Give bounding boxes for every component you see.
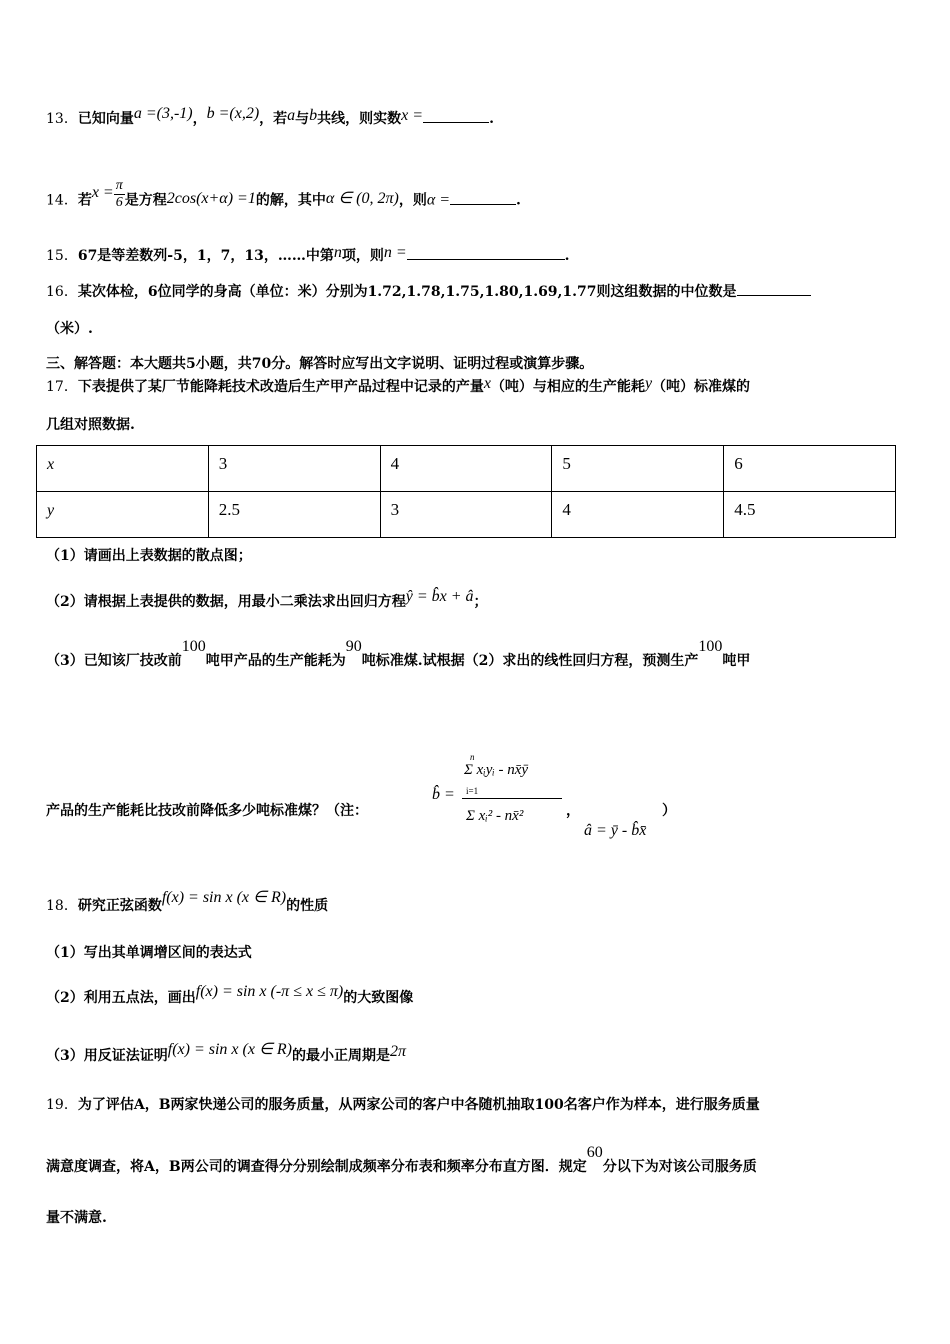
denominator: 6 bbox=[115, 195, 123, 210]
question-text: 是方程 bbox=[124, 192, 167, 209]
answer-blank bbox=[423, 122, 489, 123]
question-number: 16． bbox=[46, 284, 78, 300]
var-x-eq: x = bbox=[91, 183, 114, 201]
question-text: 的性质 bbox=[286, 898, 329, 914]
table-cell: 3 bbox=[208, 446, 380, 492]
var-n: n bbox=[333, 244, 342, 261]
period: . bbox=[489, 111, 494, 127]
question-17-cont: 几组对照数据. bbox=[46, 417, 135, 433]
a-hat-formula: â = ȳ - b̂x̄ bbox=[584, 822, 647, 839]
question-17-part-1: （1）请画出上表数据的散点图； bbox=[46, 548, 252, 564]
question-text: 满意度调查，将A，B两公司的调查得分分别绘制成频率分布表和频率分布直方图．规定 bbox=[46, 1159, 587, 1175]
question-text: ，若 bbox=[259, 111, 288, 127]
var-alpha-eq: α = bbox=[426, 191, 451, 209]
question-number: 13． bbox=[46, 111, 78, 127]
fraction-bar bbox=[462, 798, 562, 799]
fraction-numerator: Σ xᵢyᵢ - nx̄ȳ bbox=[464, 762, 529, 778]
question-number: 19． bbox=[46, 1097, 78, 1113]
question-text: （2）利用五点法，画出 bbox=[46, 990, 196, 1006]
var-a: a bbox=[287, 107, 296, 124]
table-cell: 4 bbox=[552, 492, 724, 538]
table-cell: 4.5 bbox=[724, 492, 896, 538]
numerator: π bbox=[115, 178, 123, 193]
question-text: 的大致图像 bbox=[343, 990, 414, 1006]
question-text: （3）用反证法证明 bbox=[46, 1048, 168, 1064]
vector-b-formula: b =(x,2) bbox=[206, 105, 260, 122]
sum-upper-limit: n bbox=[470, 752, 475, 762]
question-text: 的最小正周期是 bbox=[292, 1048, 390, 1064]
regression-equation: ŷ = b̂x + â bbox=[405, 588, 474, 605]
close-paren: ） bbox=[662, 803, 676, 819]
question-text: 项，则 bbox=[341, 248, 384, 264]
question-text: 研究正弦函数 bbox=[77, 898, 162, 914]
question-text: 的解，其中 bbox=[255, 192, 326, 209]
var-x: x bbox=[483, 375, 491, 392]
question-17 bbox=[46, 376, 904, 396]
var-y: y bbox=[644, 375, 653, 392]
table-cell: 4 bbox=[380, 446, 552, 492]
pi-over-six-fraction bbox=[114, 178, 125, 211]
question-17-part-3 bbox=[46, 638, 904, 670]
table-row bbox=[37, 446, 896, 492]
question-17-part-2 bbox=[46, 588, 904, 611]
question-text: ； bbox=[473, 594, 488, 610]
question-text: 吨标准煤.试根据（2）求出的线性回归方程，预测生产 bbox=[361, 653, 699, 669]
table-cell: 5 bbox=[552, 446, 724, 492]
question-text: 为了评估A，B两家快递公司的服务质量，从两家公司的客户中各随机抽取100名客户作为样本，进行服务质量 bbox=[77, 1097, 760, 1113]
var-n-eq: n = bbox=[383, 244, 407, 261]
number-60: 60 bbox=[586, 1144, 603, 1161]
number-90: 90 bbox=[345, 638, 362, 655]
question-text: 67是等差数列-5，1，7，13，……中第 bbox=[77, 248, 334, 264]
question-text: （吨）与相应的生产能耗 bbox=[490, 379, 645, 395]
question-number: 18． bbox=[46, 898, 78, 914]
question-text: 若 bbox=[77, 192, 92, 209]
b-hat-label: b̂ = bbox=[432, 786, 455, 803]
table-cell: 6 bbox=[724, 446, 896, 492]
table-cell: 2.5 bbox=[208, 492, 380, 538]
question-text: 产品的生产能耗比技改前降低多少吨标准煤？（注： bbox=[46, 803, 368, 819]
question-19 bbox=[46, 1094, 904, 1114]
function-formula: f(x) = sin x (x ∈ R) bbox=[161, 889, 287, 906]
fraction-denominator: Σ xᵢ² - nx̄² bbox=[466, 808, 524, 824]
question-text: 分以下为对该公司服务质 bbox=[602, 1159, 757, 1175]
function-formula: f(x) = sin x (x ∈ R) bbox=[167, 1041, 292, 1058]
number-100: 100 bbox=[698, 638, 723, 655]
answer-blank bbox=[737, 295, 811, 296]
question-number: 15． bbox=[46, 248, 78, 264]
question-text: 下表提供了某厂节能降耗技术改造后生产甲产品过程中记录的产量 bbox=[77, 379, 484, 395]
question-text: 与 bbox=[295, 111, 310, 127]
data-table bbox=[36, 445, 896, 538]
question-19-cont-2: 量不满意. bbox=[46, 1210, 107, 1226]
question-number: 14． bbox=[46, 192, 78, 209]
equation-formula: 2cos(x+α) =1 bbox=[166, 189, 256, 207]
var-b: b bbox=[309, 107, 318, 124]
question-19-cont bbox=[46, 1144, 904, 1176]
answer-blank bbox=[407, 259, 565, 260]
question-text: （3）已知该厂技改前 bbox=[46, 653, 182, 669]
cell-text: y bbox=[47, 502, 55, 519]
question-text: 吨甲 bbox=[722, 653, 751, 669]
question-14 bbox=[46, 178, 904, 217]
question-text: ，则 bbox=[398, 192, 427, 209]
question-18 bbox=[46, 889, 904, 915]
question-text: 吨甲产品的生产能耗为 bbox=[205, 653, 346, 669]
question-13 bbox=[46, 105, 904, 128]
question-18-part-1: （1）写出其单调增区间的表达式 bbox=[46, 945, 252, 961]
comma: ， bbox=[192, 111, 207, 127]
question-text: 某次体检，6位同学的身高（单位：米）分别为1.72,1.78,1.75,1.80,1.69,1.77则这组数据的中位数是 bbox=[77, 284, 737, 300]
period: . bbox=[516, 192, 521, 209]
table-row bbox=[37, 492, 896, 538]
question-16 bbox=[46, 281, 904, 301]
question-number: 17． bbox=[46, 379, 78, 395]
sum-lower-limit: i=1 bbox=[466, 786, 479, 796]
period-value: 2π bbox=[390, 1043, 407, 1060]
table-cell: 3 bbox=[380, 492, 552, 538]
function-formula: f(x) = sin x (-π ≤ x ≤ π) bbox=[195, 983, 344, 1000]
question-text: 已知向量 bbox=[77, 111, 134, 127]
table-cell bbox=[37, 492, 209, 538]
question-text: （2）请根据上表提供的数据，用最小二乘法求出回归方程 bbox=[46, 594, 406, 610]
table-cell bbox=[37, 446, 209, 492]
question-text: 共线，则实数 bbox=[317, 111, 402, 127]
number-100: 100 bbox=[181, 638, 206, 655]
comma: ， bbox=[566, 803, 580, 819]
question-16-cont: （米）. bbox=[46, 321, 93, 337]
vector-a-formula: a =(3,‑1) bbox=[133, 105, 193, 122]
section-heading: 三、解答题：本大题共5小题，共70分。解答时应写出文字说明、证明过程或演算步骤。 bbox=[46, 356, 594, 372]
question-18-part-3 bbox=[46, 1041, 904, 1065]
cell-text: x bbox=[47, 456, 55, 473]
var-x-eq: x = bbox=[401, 107, 424, 124]
condition-formula: α ∈ (0, 2π) bbox=[325, 189, 399, 207]
period: . bbox=[564, 248, 570, 264]
question-18-part-2 bbox=[46, 983, 904, 1007]
question-15 bbox=[46, 245, 904, 265]
question-text: （吨）标准煤的 bbox=[652, 379, 751, 395]
answer-blank bbox=[450, 204, 516, 205]
